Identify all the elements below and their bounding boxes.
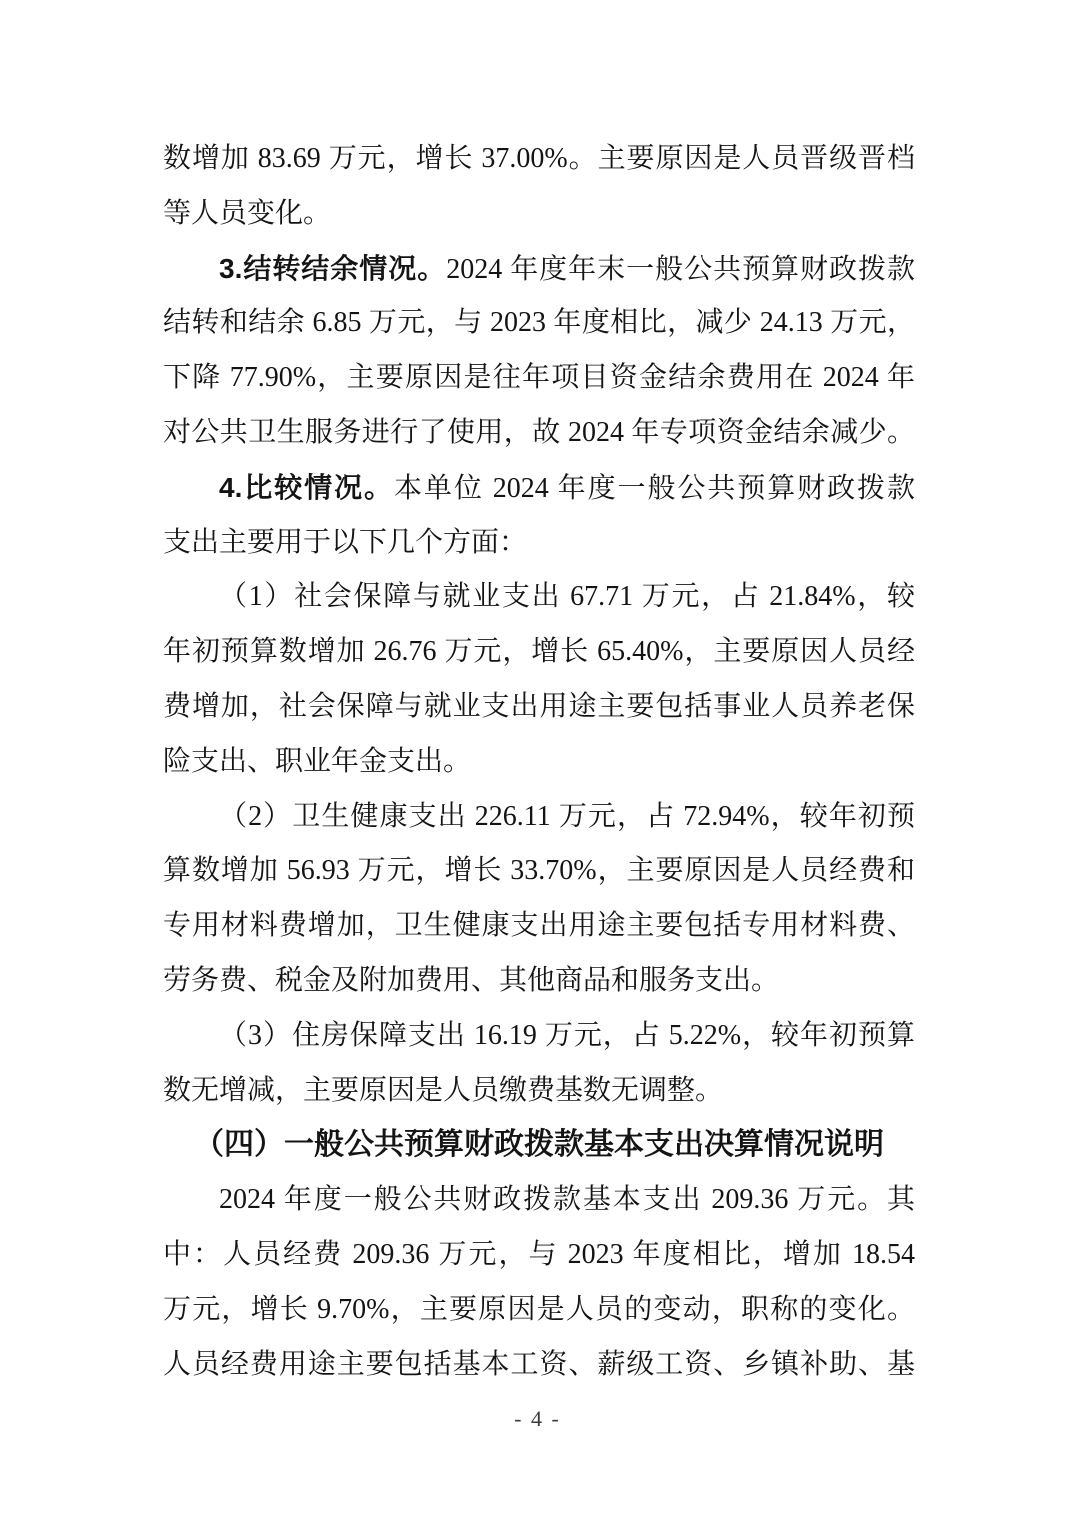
text-line-2 bbox=[163, 187, 915, 242]
text-line-17 bbox=[163, 1009, 915, 1064]
text-line-23 bbox=[163, 1338, 915, 1393]
text-line-12 bbox=[163, 735, 915, 790]
text-run: 专用材料费增加，卫生健康支出用途主要包括专用材料费、 bbox=[163, 910, 915, 942]
bold-run: 4.比较情况。 bbox=[219, 471, 394, 503]
text-run: 结转和结余 6.85 万元，与 2023 年度相比，减少 24.13 万元， bbox=[163, 307, 915, 339]
text-run: 万元，增长 9.70%，主要原因是人员的变动，职称的变化。 bbox=[163, 1293, 915, 1325]
text-line-13 bbox=[163, 790, 915, 845]
text-run: 2024 年度年末一般公共预算财政拨款 bbox=[446, 253, 915, 285]
text-run: （1）社会保障与就业支出 67.71 万元，占 21.84%，较 bbox=[219, 581, 915, 613]
text-line-15 bbox=[163, 899, 915, 954]
text-run: （3）住房保障支出 16.19 万元，占 5.22%，较年初预算 bbox=[219, 1019, 915, 1051]
text-run: 年初预算数增加 26.76 万元，增长 65.40%，主要原因人员经 bbox=[163, 636, 915, 668]
text-line-14 bbox=[163, 844, 915, 899]
document-body bbox=[163, 132, 915, 1392]
text-line-8 bbox=[163, 516, 915, 571]
text-run: 2024 年度一般公共财政拨款基本支出 209.36 万元。其 bbox=[219, 1184, 915, 1216]
text-line-9 bbox=[163, 570, 915, 625]
text-run: 对公共卫生服务进行了使用，故 2024 年专项资金结余减少。 bbox=[163, 416, 915, 448]
text-line-10 bbox=[163, 625, 915, 680]
text-line-3 bbox=[163, 242, 915, 297]
text-line-7 bbox=[163, 461, 915, 516]
text-line-4 bbox=[163, 296, 915, 351]
text-line-5 bbox=[163, 351, 915, 406]
text-run: 本单位 2024 年度一般公共预算财政拨款 bbox=[393, 472, 915, 504]
text-line-11 bbox=[163, 680, 915, 735]
text-run: 险支出、职业年金支出。 bbox=[163, 745, 472, 777]
section-heading bbox=[163, 1118, 915, 1173]
text-line-20 bbox=[163, 1173, 915, 1228]
text-line-1 bbox=[163, 132, 915, 187]
text-line-16 bbox=[163, 954, 915, 1009]
bold-run: （四）一般公共预算财政拨款基本支出决算情况说明 bbox=[194, 1128, 884, 1162]
text-run: 算数增加 56.93 万元，增长 33.70%，主要原因是人员经费和 bbox=[163, 855, 915, 887]
text-run: 数增加 83.69 万元，增长 37.00%。主要原因是人员晋级晋档 bbox=[163, 143, 915, 174]
text-run: 等人员变化。 bbox=[163, 197, 332, 229]
text-line-18 bbox=[163, 1064, 915, 1119]
text-run: 费增加，社会保障与就业支出用途主要包括事业人员养老保 bbox=[163, 690, 915, 722]
text-line-6 bbox=[163, 406, 915, 461]
bold-run: 3.结转结余情况。 bbox=[219, 252, 447, 284]
text-run: 支出主要用于以下几个方面： bbox=[163, 526, 528, 558]
text-run: 数无增减，主要原因是人员缴费基数无调整。 bbox=[163, 1074, 724, 1106]
page-number: - 4 - bbox=[514, 1406, 561, 1431]
text-line-21 bbox=[163, 1228, 915, 1283]
text-run: 下降 77.90%，主要原因是往年项目资金结余费用在 2024 年 bbox=[163, 362, 915, 394]
text-run: 劳务费、税金及附加费用、其他商品和服务支出。 bbox=[163, 964, 780, 996]
text-run: （2）卫生健康支出 226.11 万元，占 72.94%，较年初预 bbox=[219, 800, 915, 832]
text-run: 人员经费用途主要包括基本工资、薪级工资、乡镇补助、基 bbox=[163, 1348, 915, 1380]
text-run: 中：人员经费 209.36 万元，与 2023 年度相比，增加 18.54 bbox=[163, 1238, 915, 1270]
text-line-22 bbox=[163, 1283, 915, 1338]
